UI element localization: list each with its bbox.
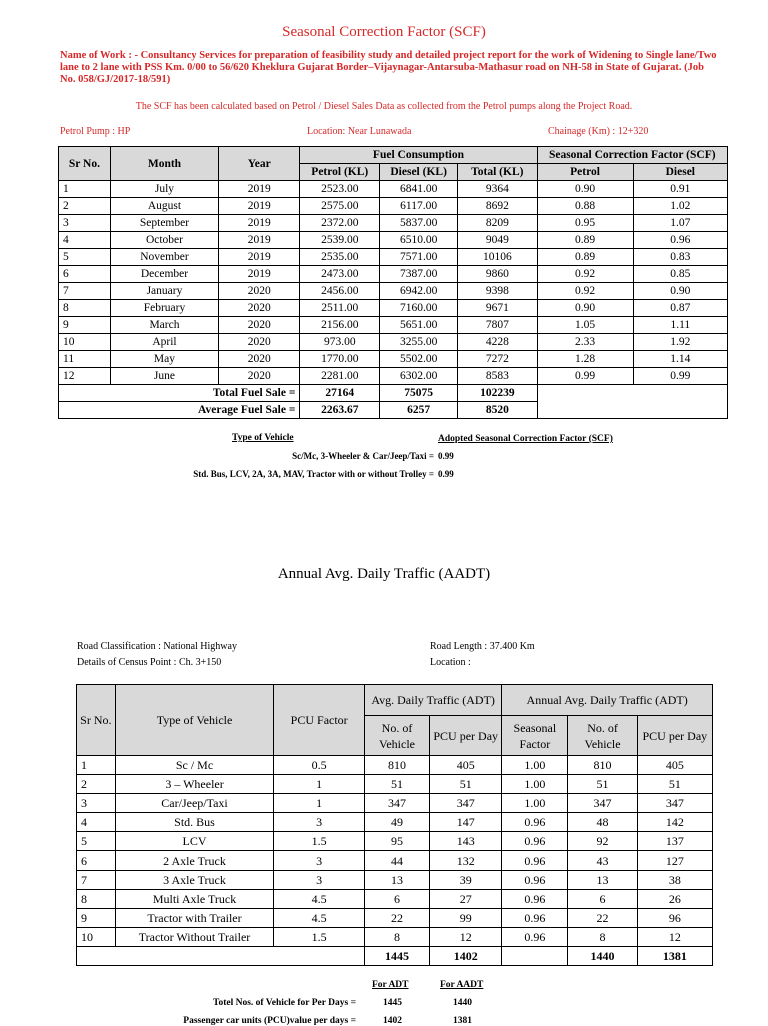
fuel-cell-year: 2019: [219, 249, 300, 266]
fuel-row: [59, 300, 728, 317]
fuel-cell-diesel-kl: 5502.00: [380, 351, 458, 368]
aadt-cell-sf: 1.00: [502, 756, 568, 775]
aadt-cell-aadt-vehicle: 8: [568, 927, 637, 946]
aadt-cell-sf: 1.00: [502, 794, 568, 813]
summary-row1-label: Totel Nos. of Vehicle for Per Days =: [213, 998, 356, 1008]
aadt-cell-pcu-factor: 0.5: [274, 756, 365, 775]
fuel-cell-scf-diesel: 1.14: [633, 351, 727, 368]
fuel-cell-scf-petrol: 0.99: [537, 368, 633, 385]
fuel-cell-total-kl: 9671: [458, 300, 537, 317]
aadt-cell-sr: 7: [77, 870, 116, 889]
fuel-cell-sr: 11: [59, 351, 111, 368]
aadt-cell-aadt-pcu: 96: [637, 908, 712, 927]
fuel-cell-scf-diesel: 0.96: [633, 232, 727, 249]
fuel-cell-diesel-kl: 6302.00: [380, 368, 458, 385]
aadt-cell-aadt-pcu: 142: [637, 813, 712, 832]
fuel-cell-scf-diesel: 1.92: [633, 334, 727, 351]
fuel-cell-sr: 8: [59, 300, 111, 317]
scf-note: The SCF has been calculated based on Petrol / Diesel Sales Data as collected from the Petrol pumps along the Project Road.: [135, 101, 633, 112]
total-diesel: 75075: [380, 385, 458, 402]
fuel-cell-month: May: [110, 351, 218, 368]
fuel-cell-scf-petrol: 0.92: [537, 266, 633, 283]
petrol-pump: Petrol Pump : HP: [60, 126, 131, 137]
aadt-cell-adt-pcu: 147: [430, 813, 502, 832]
aadt-cell-adt-pcu: 143: [430, 832, 502, 851]
aadt-cell-type: Car/Jeep/Taxi: [115, 794, 274, 813]
fuel-cell-year: 2019: [219, 198, 300, 215]
fuel-row: [59, 198, 728, 215]
aadt-cell-aadt-pcu: 26: [637, 889, 712, 908]
fuel-cell-diesel-kl: 6841.00: [380, 181, 458, 198]
fuel-row: [59, 232, 728, 249]
fuel-cell-scf-diesel: 1.02: [633, 198, 727, 215]
fuel-cell-sr: 12: [59, 368, 111, 385]
aadt-cell-sr: 10: [77, 927, 116, 946]
aadt-cell-sf: 0.96: [502, 927, 568, 946]
fuel-cell-petrol-kl: 1770.00: [300, 351, 380, 368]
aadt-cell-sf: 0.96: [502, 832, 568, 851]
fuel-cell-diesel-kl: 6942.00: [380, 283, 458, 300]
fuel-cell-month: March: [110, 317, 218, 334]
col-year: Year: [219, 147, 300, 181]
col-fuel-consumption: Fuel Consumption: [300, 147, 537, 164]
fuel-cell-total-kl: 7807: [458, 317, 537, 334]
fuel-cell-total-kl: 4228: [458, 334, 537, 351]
aadt-cell-type: 2 Axle Truck: [115, 851, 274, 870]
aadt-cell-type: Tractor Without Trailer: [115, 927, 274, 946]
aadt-cell-type: 3 Axle Truck: [115, 870, 274, 889]
aadt-cell-aadt-pcu: 137: [637, 832, 712, 851]
fuel-cell-total-kl: 8209: [458, 215, 537, 232]
fuel-cell-sr: 5: [59, 249, 111, 266]
aadt-cell-type: Multi Axle Truck: [115, 889, 274, 908]
fuel-row: [59, 215, 728, 232]
aadt-cell-aadt-vehicle: 92: [568, 832, 637, 851]
col-adt-no-of-vehicle: No. of Vehicle: [364, 716, 429, 756]
empty-cell: [537, 385, 728, 419]
average-petrol: 2263.67: [300, 402, 380, 419]
aadt-cell-sf: 0.96: [502, 851, 568, 870]
aadt-cell-aadt-pcu: 405: [637, 756, 712, 775]
aadt-cell-type: Tractor with Trailer: [115, 908, 274, 927]
aadt-cell-aadt-pcu: 51: [637, 775, 712, 794]
fuel-cell-month: February: [110, 300, 218, 317]
aadt-cell-aadt-vehicle: 13: [568, 870, 637, 889]
fuel-cell-year: 2019: [219, 266, 300, 283]
aadt-location: Location :: [430, 657, 471, 668]
adopted-row2-label: Std. Bus, LCV, 2A, 3A, MAV, Tractor with or without Trolley =: [193, 469, 434, 479]
aadt-title: Annual Avg. Daily Traffic (AADT): [277, 566, 491, 582]
aadt-cell-sr: 5: [77, 832, 116, 851]
aadt-cell-adt-vehicle: 22: [364, 908, 429, 927]
aadt-cell-sr: 2: [77, 775, 116, 794]
aadt-cell-sr: 8: [77, 889, 116, 908]
fuel-cell-sr: 1: [59, 181, 111, 198]
aadt-row: [77, 851, 713, 870]
total-adt-pcu: 1402: [430, 946, 502, 965]
fuel-cell-petrol-kl: 2539.00: [300, 232, 380, 249]
aadt-total-blank: [77, 946, 365, 965]
fuel-cell-scf-diesel: 0.91: [633, 181, 727, 198]
aadt-cell-aadt-vehicle: 6: [568, 889, 637, 908]
fuel-row: [59, 283, 728, 300]
fuel-cell-scf-petrol: 0.90: [537, 181, 633, 198]
fuel-cell-sr: 3: [59, 215, 111, 232]
aadt-cell-pcu-factor: 3: [274, 870, 365, 889]
col-aadt-no-of-vehicle: No. of Vehicle: [568, 716, 637, 756]
average-diesel: 6257: [380, 402, 458, 419]
total-aadt-pcu: 1381: [637, 946, 712, 965]
total-petrol: 27164: [300, 385, 380, 402]
fuel-cell-diesel-kl: 7571.00: [380, 249, 458, 266]
fuel-cell-scf-diesel: 1.07: [633, 215, 727, 232]
fuel-row: [59, 334, 728, 351]
aadt-row: [77, 832, 713, 851]
aadt-table: [76, 684, 713, 966]
summary-row1-aadt: 1440: [453, 998, 472, 1008]
aadt-cell-aadt-pcu: 127: [637, 851, 712, 870]
fuel-cell-petrol-kl: 2156.00: [300, 317, 380, 334]
fuel-cell-scf-petrol: 1.05: [537, 317, 633, 334]
aadt-row: [77, 870, 713, 889]
type-of-vehicle-header: Type of Vehicle: [232, 433, 294, 443]
fuel-cell-total-kl: 9398: [458, 283, 537, 300]
fuel-cell-scf-petrol: 0.89: [537, 232, 633, 249]
scf-title: Seasonal Correction Factor (SCF): [282, 24, 486, 40]
aadt-cell-pcu-factor: 4.5: [274, 908, 365, 927]
aadt-cell-adt-vehicle: 51: [364, 775, 429, 794]
fuel-row: [59, 351, 728, 368]
total-fuel-label: Total Fuel Sale =: [59, 385, 300, 402]
fuel-cell-year: 2020: [219, 351, 300, 368]
fuel-cell-month: October: [110, 232, 218, 249]
fuel-cell-month: January: [110, 283, 218, 300]
col-scf-diesel: Diesel: [633, 164, 727, 181]
aadt-cell-aadt-pcu: 38: [637, 870, 712, 889]
aadt-cell-aadt-vehicle: 43: [568, 851, 637, 870]
fuel-cell-total-kl: 8692: [458, 198, 537, 215]
fuel-cell-petrol-kl: 2511.00: [300, 300, 380, 317]
aadt-cell-adt-pcu: 405: [430, 756, 502, 775]
fuel-cell-year: 2020: [219, 283, 300, 300]
aadt-row: [77, 813, 713, 832]
fuel-row: [59, 181, 728, 198]
fuel-cell-petrol-kl: 2372.00: [300, 215, 380, 232]
aadt-cell-adt-pcu: 12: [430, 927, 502, 946]
aadt-cell-adt-vehicle: 347: [364, 794, 429, 813]
aadt-cell-aadt-pcu: 347: [637, 794, 712, 813]
aadt-cell-type: 3 – Wheeler: [115, 775, 274, 794]
road-length: Road Length : 37.400 Km: [430, 641, 535, 652]
fuel-cell-scf-petrol: 0.90: [537, 300, 633, 317]
aadt-cell-sf: 0.96: [502, 870, 568, 889]
aadt-cell-adt-pcu: 347: [430, 794, 502, 813]
fuel-cell-sr: 2: [59, 198, 111, 215]
fuel-cell-diesel-kl: 6117.00: [380, 198, 458, 215]
col-petrol-kl: Petrol (KL): [300, 164, 380, 181]
fuel-cell-scf-petrol: 0.92: [537, 283, 633, 300]
fuel-cell-petrol-kl: 2473.00: [300, 266, 380, 283]
fuel-cell-month: November: [110, 249, 218, 266]
aadt-cell-type: LCV: [115, 832, 274, 851]
total-sf-blank: [502, 946, 568, 965]
aadt-row: [77, 775, 713, 794]
col-pcu-factor: PCU Factor: [274, 685, 365, 756]
fuel-cell-total-kl: 8583: [458, 368, 537, 385]
fuel-cell-year: 2020: [219, 300, 300, 317]
fuel-cell-petrol-kl: 2523.00: [300, 181, 380, 198]
fuel-cell-year: 2020: [219, 334, 300, 351]
fuel-cell-scf-diesel: 0.85: [633, 266, 727, 283]
aadt-cell-adt-vehicle: 44: [364, 851, 429, 870]
summary-row2-adt: 1402: [383, 1016, 402, 1026]
aadt-cell-sf: 0.96: [502, 813, 568, 832]
col-scf-group: Seasonal Correction Factor (SCF): [537, 147, 728, 164]
fuel-cell-petrol-kl: 2456.00: [300, 283, 380, 300]
aadt-cell-pcu-factor: 1.5: [274, 927, 365, 946]
for-adt-header: For ADT: [372, 980, 409, 990]
fuel-cell-scf-diesel: 0.99: [633, 368, 727, 385]
col-aadt-sr-no: Sr No.: [77, 685, 116, 756]
fuel-cell-year: 2020: [219, 368, 300, 385]
aadt-cell-sr: 1: [77, 756, 116, 775]
col-adt-group: Avg. Daily Traffic (ADT): [364, 685, 501, 716]
fuel-row: [59, 317, 728, 334]
aadt-cell-sr: 3: [77, 794, 116, 813]
fuel-cell-total-kl: 9049: [458, 232, 537, 249]
aadt-cell-pcu-factor: 4.5: [274, 889, 365, 908]
name-of-work: Name of Work : - Consultancy Services for preparation of feasibility study and detailed project report for the work of Widening to Single lane/Two lane to 2 lane with PSS Km. 0/00 to 56/620 Kheklura Gujarat Border–Vijaynagar-Antarsuba-Mathasur road on NH-58 in State of Gujarat. (Job No. 058/GJ/2017-18/591): [60, 50, 717, 85]
aadt-cell-type: Std. Bus: [115, 813, 274, 832]
aadt-cell-aadt-vehicle: 810: [568, 756, 637, 775]
aadt-cell-sr: 6: [77, 851, 116, 870]
col-sr-no: Sr No.: [59, 147, 111, 181]
aadt-cell-sf: 0.96: [502, 908, 568, 927]
col-type-of-vehicle: Type of Vehicle: [115, 685, 274, 756]
col-aadt-pcu-per-day: PCU per Day: [637, 716, 712, 756]
census-point: Details of Census Point : Ch. 3+150: [77, 657, 222, 668]
fuel-cell-diesel-kl: 7160.00: [380, 300, 458, 317]
aadt-cell-pcu-factor: 1: [274, 775, 365, 794]
adopted-row1-label: Sc/Mc, 3-Wheeler & Car/Jeep/Taxi =: [292, 451, 434, 461]
fuel-cell-total-kl: 7272: [458, 351, 537, 368]
fuel-cell-month: July: [110, 181, 218, 198]
average-total: 8520: [458, 402, 537, 419]
fuel-cell-scf-petrol: 0.89: [537, 249, 633, 266]
fuel-cell-diesel-kl: 7387.00: [380, 266, 458, 283]
fuel-cell-scf-diesel: 0.87: [633, 300, 727, 317]
adopted-row1-value: 0.99: [438, 451, 454, 461]
location: Location: Near Lunawada: [307, 126, 412, 137]
aadt-cell-sr: 4: [77, 813, 116, 832]
fuel-cell-petrol-kl: 973.00: [300, 334, 380, 351]
col-scf-petrol: Petrol: [537, 164, 633, 181]
fuel-cell-month: April: [110, 334, 218, 351]
adopted-row2-value: 0.99: [438, 469, 454, 479]
aadt-row: [77, 794, 713, 813]
aadt-cell-sr: 9: [77, 908, 116, 927]
fuel-row: [59, 368, 728, 385]
aadt-cell-adt-pcu: 132: [430, 851, 502, 870]
aadt-cell-adt-vehicle: 95: [364, 832, 429, 851]
fuel-cell-diesel-kl: 6510.00: [380, 232, 458, 249]
aadt-cell-pcu-factor: 1: [274, 794, 365, 813]
fuel-cell-total-kl: 10106: [458, 249, 537, 266]
aadt-cell-pcu-factor: 3: [274, 851, 365, 870]
aadt-cell-adt-vehicle: 13: [364, 870, 429, 889]
adopted-scf-header: Adopted Seasonal Correction Factor (SCF): [438, 434, 613, 444]
fuel-cell-diesel-kl: 5651.00: [380, 317, 458, 334]
aadt-cell-sf: 0.96: [502, 889, 568, 908]
chainage: Chainage (Km) : 12+320: [548, 126, 649, 137]
fuel-cell-year: 2019: [219, 181, 300, 198]
aadt-row: [77, 889, 713, 908]
fuel-cell-month: June: [110, 368, 218, 385]
aadt-cell-pcu-factor: 3: [274, 813, 365, 832]
fuel-cell-sr: 4: [59, 232, 111, 249]
aadt-row: [77, 927, 713, 946]
aadt-cell-adt-vehicle: 8: [364, 927, 429, 946]
summary-row2-label: Passenger car units (PCU)value per days =: [183, 1016, 356, 1026]
fuel-cell-month: September: [110, 215, 218, 232]
road-classification: Road Classification : National Highway: [77, 641, 237, 652]
fuel-consumption-table: [58, 146, 728, 419]
aadt-cell-sf: 1.00: [502, 775, 568, 794]
col-month: Month: [110, 147, 218, 181]
total-aadt-vehicle: 1440: [568, 946, 637, 965]
aadt-cell-aadt-vehicle: 51: [568, 775, 637, 794]
fuel-cell-petrol-kl: 2281.00: [300, 368, 380, 385]
fuel-cell-diesel-kl: 5837.00: [380, 215, 458, 232]
col-aadt-group: Annual Avg. Daily Traffic (ADT): [502, 685, 713, 716]
aadt-cell-aadt-pcu: 12: [637, 927, 712, 946]
aadt-row: [77, 756, 713, 775]
col-adt-pcu-per-day: PCU per Day: [430, 716, 502, 756]
fuel-cell-month: December: [110, 266, 218, 283]
summary-row1-adt: 1445: [383, 998, 402, 1008]
fuel-cell-sr: 10: [59, 334, 111, 351]
aadt-cell-adt-pcu: 27: [430, 889, 502, 908]
fuel-cell-scf-diesel: 0.83: [633, 249, 727, 266]
summary-row2-aadt: 1381: [453, 1016, 472, 1026]
fuel-cell-month: August: [110, 198, 218, 215]
fuel-cell-petrol-kl: 2575.00: [300, 198, 380, 215]
fuel-cell-diesel-kl: 3255.00: [380, 334, 458, 351]
aadt-cell-aadt-vehicle: 48: [568, 813, 637, 832]
fuel-cell-scf-petrol: 2.33: [537, 334, 633, 351]
col-seasonal-factor: Seasonal Factor: [502, 716, 568, 756]
fuel-row: [59, 249, 728, 266]
aadt-cell-adt-vehicle: 810: [364, 756, 429, 775]
fuel-cell-scf-petrol: 0.95: [537, 215, 633, 232]
aadt-row: [77, 908, 713, 927]
average-fuel-label: Average Fuel Sale =: [59, 402, 300, 419]
total-adt-vehicle: 1445: [364, 946, 429, 965]
fuel-cell-total-kl: 9364: [458, 181, 537, 198]
fuel-cell-sr: 9: [59, 317, 111, 334]
fuel-cell-total-kl: 9860: [458, 266, 537, 283]
aadt-cell-adt-vehicle: 49: [364, 813, 429, 832]
fuel-cell-scf-diesel: 0.90: [633, 283, 727, 300]
aadt-cell-type: Sc / Mc: [115, 756, 274, 775]
aadt-cell-adt-pcu: 39: [430, 870, 502, 889]
aadt-cell-adt-pcu: 51: [430, 775, 502, 794]
for-aadt-header: For AADT: [440, 980, 484, 990]
total-total: 102239: [458, 385, 537, 402]
aadt-cell-pcu-factor: 1.5: [274, 832, 365, 851]
aadt-cell-aadt-vehicle: 22: [568, 908, 637, 927]
fuel-cell-sr: 7: [59, 283, 111, 300]
fuel-row: [59, 266, 728, 283]
aadt-cell-aadt-vehicle: 347: [568, 794, 637, 813]
col-total-kl: Total (KL): [458, 164, 537, 181]
fuel-cell-year: 2020: [219, 317, 300, 334]
aadt-cell-adt-pcu: 99: [430, 908, 502, 927]
col-diesel-kl: Diesel (KL): [380, 164, 458, 181]
fuel-cell-scf-petrol: 0.88: [537, 198, 633, 215]
fuel-cell-sr: 6: [59, 266, 111, 283]
fuel-cell-year: 2019: [219, 232, 300, 249]
fuel-cell-year: 2019: [219, 215, 300, 232]
fuel-cell-scf-petrol: 1.28: [537, 351, 633, 368]
aadt-cell-adt-vehicle: 6: [364, 889, 429, 908]
fuel-cell-scf-diesel: 1.11: [633, 317, 727, 334]
fuel-cell-petrol-kl: 2535.00: [300, 249, 380, 266]
